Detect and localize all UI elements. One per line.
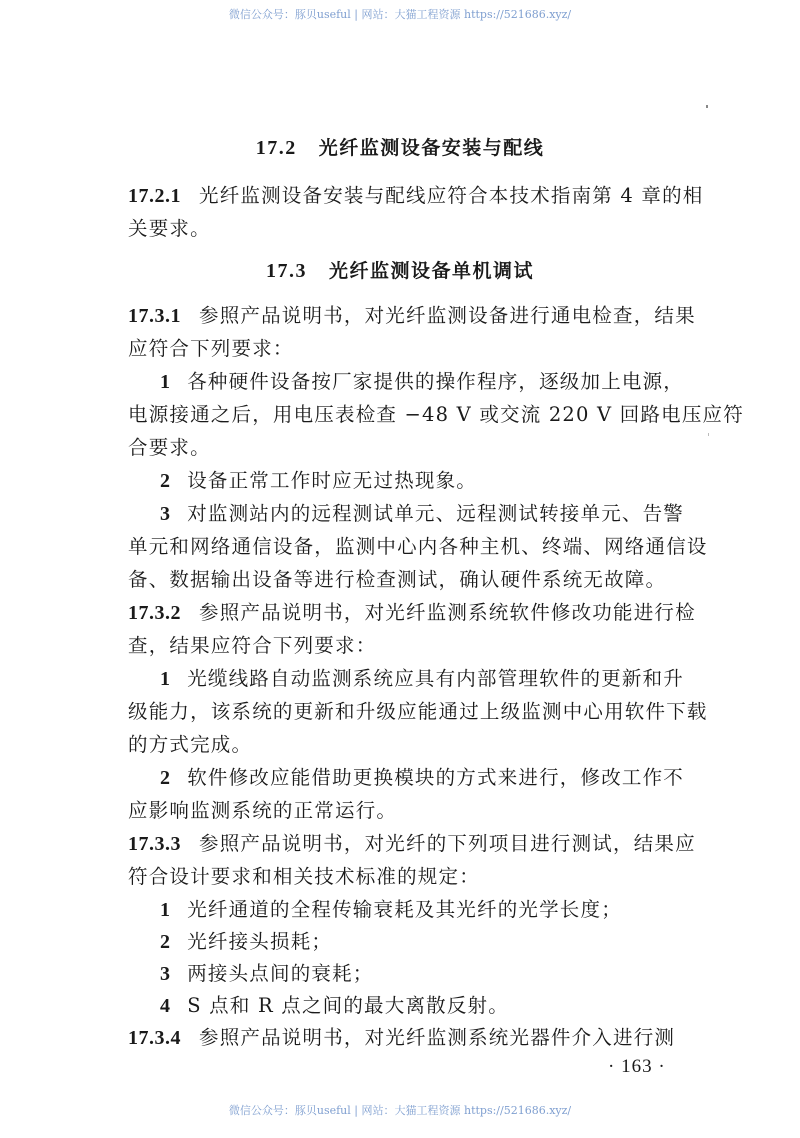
item-text: 设备正常工作时应无过热现象。 [187,469,478,492]
item-number: 2 [160,470,172,492]
clause-number: 17.2.1 [128,185,181,207]
section-title: 光纤监测设备单机调试 [328,260,534,282]
clause-number: 17.3.1 [128,305,181,327]
clause-number: 17.3.4 [128,1027,181,1049]
item-text: 对监测站内的远程测试单元、远程测试转接单元、告警 [187,502,685,525]
section-title: 光纤监测设备安装与配线 [318,137,545,159]
item-text: S 点和 R 点之间的最大离散反射。 [187,994,509,1017]
clause-text-line: 查，结果应符合下列要求： [128,634,377,657]
item-text-line: 的方式完成。 [128,733,253,756]
item-text-line: 级能力，该系统的更新和升级应能通过上级监测中心用软件下载 [128,700,708,723]
list-item [160,929,740,955]
list-item [160,897,740,923]
clause-text-line: 关要求。 [128,217,211,240]
clause-text-line: 应符合下列要求： [128,337,294,360]
item-number: 2 [160,931,172,953]
item-text-line: 备、数据输出设备等进行检查测试，确认硬件系统无故障。 [128,568,667,591]
list-item [160,961,740,987]
item-text: 光纤通道的全程传输衰耗及其光纤的光学长度； [187,898,622,921]
item-text: 各种硬件设备按厂家提供的操作程序，逐级加上电源， [187,370,685,393]
item-text-line: 单元和网络通信设备，监测中心内各种主机、终端、网络通信设 [128,535,708,558]
clause-text: 参照产品说明书，对光纤监测系统软件修改功能进行检 [199,601,696,624]
clause-text-line: 符合设计要求和相关技术标准的规定： [128,865,480,888]
section-number: 17.2 [255,137,297,159]
watermark-bottom: 微信公众号：豚贝useful | 网站：大猫工程资源 https://521686.xyz/ [228,1104,572,1117]
list-item [160,501,740,527]
clause-text: 参照产品说明书，对光纤的下列项目进行测试，结果应 [199,832,696,855]
clause-17-3-4 [128,1025,708,1051]
scan-speck [706,105,708,108]
watermark-top: 微信公众号：豚贝useful | 网站：大猫工程资源 https://521686.xyz/ [228,8,572,21]
item-text: 软件修改应能借助更换模块的方式来进行，修改工作不 [187,766,685,789]
item-number: 3 [160,963,172,985]
section-number: 17.3 [265,260,307,282]
list-item [160,993,740,1019]
clause-17-3-1 [128,303,708,329]
section-heading-17-2 [0,133,800,160]
list-item [160,468,740,494]
item-number: 3 [160,503,172,525]
page-number: · 163 · [608,1056,666,1077]
item-text: 光纤接头损耗； [187,930,333,953]
item-number: 1 [160,899,172,921]
clause-number: 17.3.3 [128,833,181,855]
clause-text: 光纤监测设备安装与配线应符合本技术指南第 4 章的相 [199,184,704,207]
item-number: 4 [160,995,172,1017]
item-text-line: 应影响监测系统的正常运行。 [128,799,398,822]
item-text: 两接头点间的衰耗； [187,962,374,985]
clause-text: 参照产品说明书，对光纤监测系统光器件介入进行测 [199,1026,676,1049]
clause-number: 17.3.2 [128,602,181,624]
list-item [160,369,740,395]
section-heading-17-3 [0,256,800,283]
item-number: 1 [160,668,172,690]
item-text-line: 电源接通之后，用电压表检查 −48 V 或交流 220 V 回路电压应符 [128,403,744,426]
clause-text: 参照产品说明书，对光纤监测设备进行通电检查，结果 [199,304,696,327]
clause-17-2-1 [128,183,708,209]
clause-17-3-3 [128,831,708,857]
scan-speck [708,433,709,436]
clause-17-3-2 [128,600,708,626]
item-number: 2 [160,767,172,789]
item-number: 1 [160,371,172,393]
item-text: 光缆线路自动监测系统应具有内部管理软件的更新和升 [187,667,685,690]
list-item [160,765,740,791]
item-text-line: 合要求。 [128,436,211,459]
list-item [160,666,740,692]
